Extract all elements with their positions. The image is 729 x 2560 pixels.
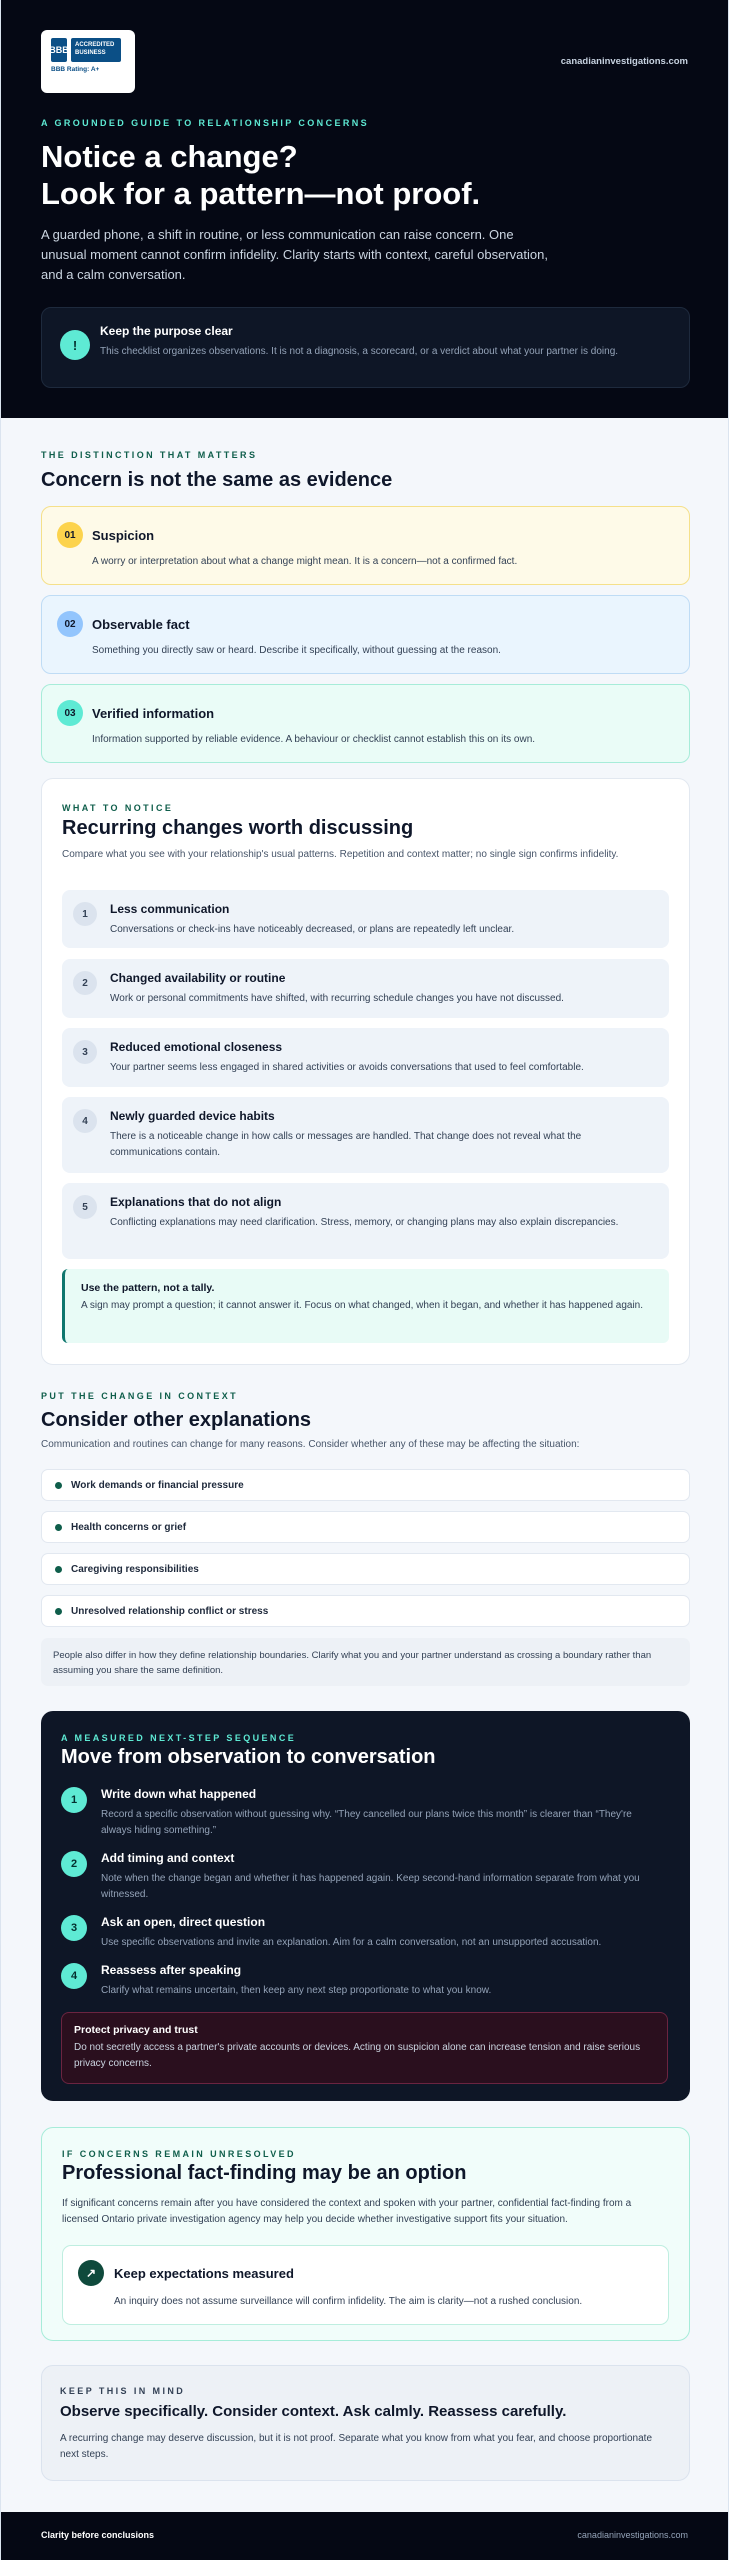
context-eyebrow: PUT THE CHANGE IN CONTEXT xyxy=(41,1391,239,1401)
privacy-warning xyxy=(61,2012,668,2084)
step-desc: Clarify what remains uncertain, then keep any next step proportionate to what you know. xyxy=(101,1985,492,1996)
card-number: 03 xyxy=(57,700,83,726)
step-number: 3 xyxy=(61,1915,87,1941)
explanation-item xyxy=(41,1511,690,1543)
hero-header xyxy=(1,0,728,418)
bullet-dot xyxy=(55,1566,62,1573)
expectations-desc: An inquiry does not assume surveillance will confirm infidelity. The aim is clarity—not a rushed conclusion. xyxy=(114,2296,583,2307)
card-desc: Something you directly saw or heard. Describe it specifically, without guessing at the reason. xyxy=(92,645,501,656)
accredited-badge xyxy=(71,38,121,62)
footer-site-link[interactable]: canadianinvestigations.com xyxy=(577,2530,688,2540)
title-line1: Notice a change? xyxy=(41,139,298,174)
bbb-accreditation-logo[interactable] xyxy=(41,30,135,93)
explanation-text: Caregiving responsibilities xyxy=(71,1564,199,1575)
context-note: People also differ in how they define relationship boundaries. Clarify what you and your partner understand as crossing a boundary rather than assuming you share the same definition. xyxy=(41,1638,690,1686)
step-title: Write down what happened xyxy=(101,1787,257,1801)
step-title: Reassess after speaking xyxy=(101,1963,242,1977)
steps-title: Move from observation to conversation xyxy=(61,1746,436,1768)
explanation-item xyxy=(41,1595,690,1627)
expectations-title: Keep expectations measured xyxy=(114,2266,294,2281)
sign-item xyxy=(62,1097,669,1173)
badge-line2: BUSINESS xyxy=(75,50,106,56)
privacy-title: Protect privacy and trust xyxy=(74,2024,198,2036)
callout-title: Use the pattern, not a tally. xyxy=(81,1282,215,1294)
professional-title: Professional fact-finding may be an option xyxy=(62,2162,467,2184)
purpose-callout xyxy=(41,307,690,388)
callout-desc: A sign may prompt a question; it cannot answer it. Focus on what changed, when it began, and whether it has happened again. xyxy=(81,1300,644,1311)
sign-item xyxy=(62,959,669,1018)
bullet-dot xyxy=(55,1482,62,1489)
distinction-eyebrow: THE DISTINCTION THAT MATTERS xyxy=(41,450,258,460)
mind-title: Observe specifically. Consider context. Ask calmly. Reassess carefully. xyxy=(60,2403,567,2420)
explanation-item xyxy=(41,1469,690,1501)
sign-number: 3 xyxy=(73,1040,97,1064)
observable-fact-card xyxy=(41,595,690,674)
step-title: Ask an open, direct question xyxy=(101,1915,266,1929)
explanation-text: Work demands or financial pressure xyxy=(71,1480,244,1491)
explanation-text: Health concerns or grief xyxy=(71,1522,187,1533)
step-title: Add timing and context xyxy=(101,1851,235,1865)
footer-tagline: Clarity before conclusions xyxy=(41,2530,155,2540)
expectations-box xyxy=(62,2245,669,2325)
page-title xyxy=(41,138,641,212)
step-item xyxy=(61,1849,661,1901)
sign-desc: Work or personal commitments have shifted, with recurring schedule changes you have not discussed. xyxy=(110,993,564,1004)
badge-line1: ACCREDITED xyxy=(75,42,115,48)
step-desc: Record a specific observation without guessing why. “They cancelled our plans twice this month” is clearer than “They're always hiding something.” xyxy=(101,1809,632,1836)
steps-eyebrow: A MEASURED NEXT-STEP SEQUENCE xyxy=(61,1733,297,1743)
verified-information-card xyxy=(41,684,690,763)
sign-desc: Conversations or check-ins have noticeably decreased, or plans are repeatedly left unclear. xyxy=(110,924,515,935)
purpose-title: Keep the purpose clear xyxy=(100,324,233,338)
card-number: 01 xyxy=(57,522,83,548)
sign-desc: Conflicting explanations may need clarification. Stress, memory, or changing plans may also explain discrepancies. xyxy=(110,1217,619,1228)
step-item xyxy=(61,1961,661,1997)
arrow-up-right-icon: ↗ xyxy=(78,2260,104,2286)
sign-item xyxy=(62,890,669,948)
card-title: Suspicion xyxy=(92,528,155,543)
steps-section xyxy=(41,1711,690,2101)
step-number: 4 xyxy=(61,1963,87,1989)
professional-eyebrow: IF CONCERNS REMAIN UNRESOLVED xyxy=(62,2149,296,2159)
privacy-desc: Do not secretly access a partner's private accounts or devices. Acting on suspicion alone can increase tension and raise serious privacy concerns. xyxy=(74,2042,641,2069)
step-desc: Note when the change began and whether it has happened again. Keep second-hand information separate from what you witnessed. xyxy=(101,1873,640,1900)
sign-number: 1 xyxy=(73,902,97,926)
context-intro: Communication and routines can change for many reasons. Consider whether any of these may be affecting the situation: xyxy=(41,1439,580,1450)
sign-desc: There is a noticeable change in how calls or messages are handled. That change does not reveal what the communications contain. xyxy=(110,1131,582,1158)
explanation-text: Unresolved relationship conflict or stress xyxy=(71,1606,269,1617)
keep-in-mind-section xyxy=(41,2365,690,2481)
sign-item xyxy=(62,1183,669,1259)
card-title: Verified information xyxy=(92,706,215,721)
bullet-dot xyxy=(55,1524,62,1531)
explanation-item xyxy=(41,1553,690,1585)
notice-eyebrow: WHAT TO NOTICE xyxy=(62,803,174,813)
hero-eyebrow: A GROUNDED GUIDE TO RELATIONSHIP CONCERNS xyxy=(41,118,370,128)
sign-number: 4 xyxy=(73,1109,97,1133)
sign-title: Explanations that do not align xyxy=(110,1195,282,1209)
mind-desc: A recurring change may deserve discussion, but it is not proof. Separate what you know from what you fear, and choose proportionate next steps. xyxy=(60,2433,653,2460)
card-desc: Information supported by reliable evidence. A behaviour or checklist cannot establish this on its own. xyxy=(92,734,536,745)
card-title: Observable fact xyxy=(92,617,190,632)
bbb-mark-icon: BBB xyxy=(51,38,67,62)
step-number: 2 xyxy=(61,1851,87,1877)
sign-title: Less communication xyxy=(110,902,230,916)
notice-title: Recurring changes worth discussing xyxy=(62,817,414,839)
step-item xyxy=(61,1913,661,1949)
professional-desc: If significant concerns remain after you have considered the context and spoken with your partner, confidential fact-finding from a licensed Ontario private investigation agency may help you decide whether investigative support fits your situation. xyxy=(62,2198,632,2225)
sign-title: Newly guarded device habits xyxy=(110,1109,275,1123)
step-number: 1 xyxy=(61,1787,87,1813)
step-desc: Use specific observations and invite an explanation. Aim for a calm conversation, not an unsupported accusation. xyxy=(101,1937,602,1948)
professional-section xyxy=(41,2127,690,2341)
card-desc: A worry or interpretation about what a change might mean. It is a concern—not a confirmed fact. xyxy=(92,556,518,567)
footer xyxy=(1,2512,728,2560)
sign-desc: Your partner seems less engaged in shared activities or avoids conversations that used to feel comfortable. xyxy=(110,1062,584,1073)
suspicion-card xyxy=(41,506,690,585)
purpose-desc: This checklist organizes observations. It is not a diagnosis, a scorecard, or a verdict about what your partner is doing. xyxy=(100,346,619,357)
notice-intro: Compare what you see with your relationship's usual patterns. Repetition and context matter; no single sign confirms infidelity. xyxy=(62,849,619,860)
context-title: Consider other explanations xyxy=(41,1409,312,1431)
card-number: 02 xyxy=(57,611,83,637)
distinction-section xyxy=(41,450,690,830)
sign-title: Changed availability or routine xyxy=(110,971,286,985)
mind-eyebrow: KEEP THIS IN MIND xyxy=(60,2386,186,2396)
hero-lead: A guarded phone, a shift in routine, or less communication can raise concern. One unusual moment cannot confirm infidelity. Clarity starts with context, careful observation, and a calm conversation. xyxy=(41,227,548,282)
sign-number: 2 xyxy=(73,971,97,995)
bullet-dot xyxy=(55,1608,62,1615)
pattern-callout xyxy=(62,1269,669,1343)
site-link[interactable]: canadianinvestigations.com xyxy=(560,56,688,67)
sign-item xyxy=(62,1028,669,1087)
notice-section xyxy=(41,778,690,1365)
bbb-rating: BBB Rating: A+ xyxy=(51,66,100,73)
title-line2: Look for a pattern—not proof. xyxy=(41,176,481,211)
sign-number: 5 xyxy=(73,1195,97,1219)
distinction-title: Concern is not the same as evidence xyxy=(41,469,393,491)
sign-title: Reduced emotional closeness xyxy=(110,1040,283,1054)
exclamation-icon: ! xyxy=(60,330,90,360)
step-item xyxy=(61,1785,661,1837)
